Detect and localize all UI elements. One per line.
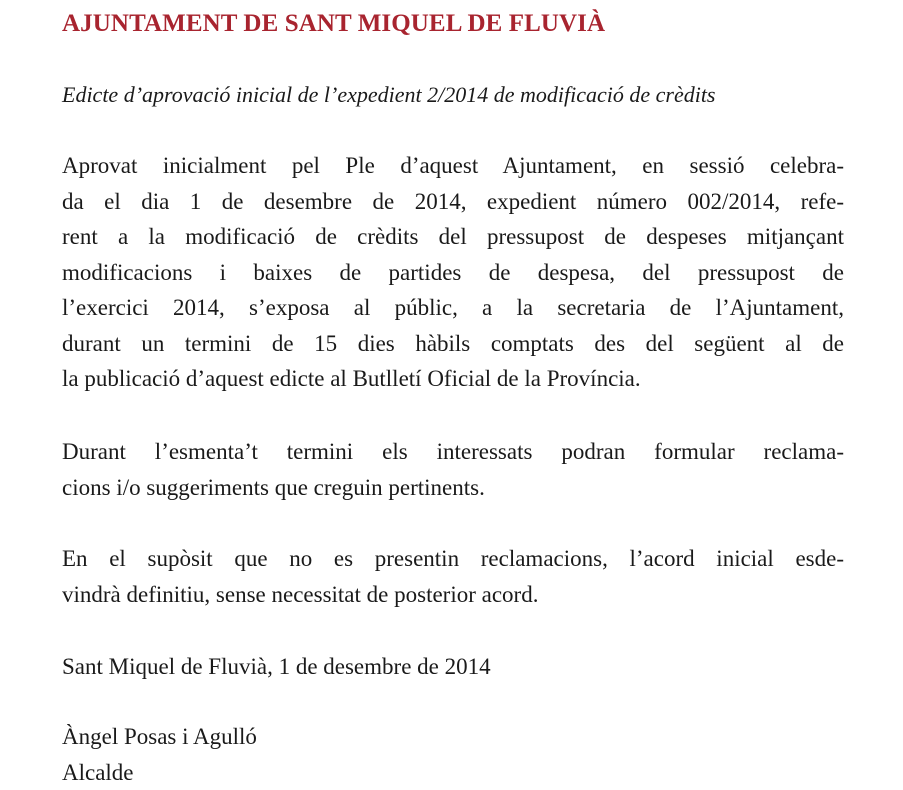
signature-block (62, 719, 257, 790)
page-title: AJUNTAMENT DE SANT MIQUEL DE FLUVIÀ (62, 10, 606, 37)
signatory-name: Àngel Posas i Agulló (62, 724, 257, 749)
paragraph-definitive (62, 541, 844, 612)
paragraph-approval (62, 148, 844, 397)
paragraph-line: vindrà definitiu, sense necessitat de posterior acord. (62, 581, 539, 607)
signatory-role: Alcalde (62, 759, 134, 785)
paragraph-line: da el dia 1 de desembre de 2014, expedient número 002/2014, refe- (62, 188, 844, 214)
paragraph-line: modificacions i baixes de partides de despesa, del pressupost de (62, 259, 844, 285)
paragraph-claims (62, 434, 844, 505)
paragraph-line: En el supòsit que no es presentin reclamacions, l’acord inicial esde- (62, 546, 844, 571)
paragraph-line: Aprovat inicialment pel Ple d’aquest Ajuntament, en sessió celebra- (62, 153, 844, 178)
place-date-text: Sant Miquel de Fluvià, 1 de desembre de 2014 (62, 654, 491, 679)
edict-subtitle: Edicte d’aprovació inicial de l’expedient 2/2014 de modificació de crèdits (62, 82, 716, 107)
paragraph-line: rent a la modificació de crèdits del pressupost de despeses mitjançant (62, 224, 844, 249)
paragraph-line: l’exercici 2014, s’exposa al públic, a la secretaria de l’Ajuntament, (62, 295, 844, 320)
paragraph-line: cions i/o suggeriments que creguin pertinents. (62, 474, 485, 500)
paragraph-line: la publicació d’aquest edicte al Butlletí Oficial de la Província. (62, 366, 641, 391)
paragraph-line: durant un termini de 15 dies hàbils comptats des del següent al de (62, 330, 844, 356)
place-date (62, 649, 491, 685)
paragraph-line: Durant l’esmenta’t termini els interessats podran formular reclama- (62, 439, 844, 464)
